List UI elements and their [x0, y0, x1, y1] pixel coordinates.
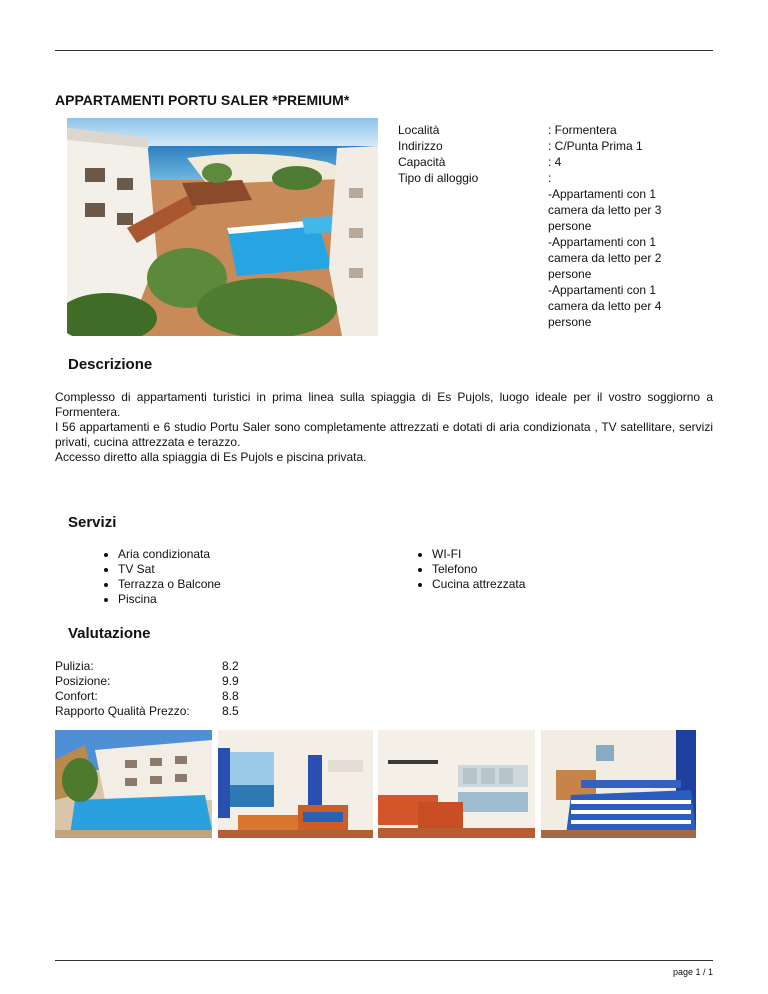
photo-pool — [55, 730, 212, 838]
accommodation-type: -Appartamenti con 1 camera da letto per 4 persone — [548, 283, 662, 329]
info-value: : C/Punta Prima 1 — [548, 139, 643, 153]
rating-value: 8.8 — [222, 689, 239, 703]
rating-row — [55, 659, 239, 674]
rating-row — [55, 689, 239, 704]
rating-label: Rapporto Qualità Prezzo: — [55, 704, 190, 718]
info-label: Tipo di alloggio — [398, 171, 479, 185]
property-info — [398, 122, 688, 330]
description-paragraph: I 56 appartamenti e 6 studio Portu Saler sono completamente attrezzati e dotati di aria condizionata , TV satellitare, servizi privati, cucina attrezzata e terazzo. — [55, 420, 713, 449]
info-label: Indirizzo — [398, 139, 443, 153]
description-paragraph: Complesso di appartamenti turistici in prima linea sulla spiaggia di Es Pujols, luogo ideale per il vostro soggiorno a Formentera. — [55, 390, 713, 419]
ratings-table — [55, 659, 239, 719]
services-list-left — [100, 547, 221, 607]
info-value-colon: : — [548, 171, 552, 185]
photo-bedroom — [541, 730, 696, 838]
rating-label: Pulizia: — [55, 659, 94, 673]
rating-row — [55, 704, 239, 719]
service-item: • Aria condizionata — [118, 547, 221, 562]
accommodation-type: -Appartamenti con 1 camera da letto per 2 persone — [548, 235, 662, 281]
info-value — [548, 170, 688, 330]
info-row-tipo-alloggio — [398, 170, 688, 330]
rating-value: 8.2 — [222, 659, 239, 673]
description-heading: Descrizione — [68, 356, 153, 373]
photo-kitchen — [378, 730, 535, 838]
info-label: Capacità — [398, 155, 446, 169]
info-row-localita — [398, 122, 688, 138]
page-number: page 1 / 1 — [672, 967, 713, 977]
rating-label: Confort: — [55, 689, 98, 703]
service-item: • TV Sat — [118, 562, 221, 577]
service-item: • Telefono — [432, 562, 525, 577]
bottom-rule — [55, 960, 713, 961]
services-list-right — [414, 547, 525, 592]
info-label: Località — [398, 123, 440, 137]
service-item: • Cucina attrezzata — [432, 577, 525, 592]
info-row-capacita — [398, 154, 688, 170]
services-heading: Servizi — [68, 514, 117, 531]
rating-value: 9.9 — [222, 674, 239, 688]
accommodation-type: -Appartamenti con 1 camera da letto per 3 persone — [548, 187, 662, 233]
service-item: • WI-FI — [432, 547, 525, 562]
hero-photo — [67, 118, 378, 336]
ratings-heading: Valutazione — [68, 625, 151, 642]
info-value: : Formentera — [548, 123, 617, 137]
service-item: • Terrazza o Balcone — [118, 577, 221, 592]
photo-living-room — [218, 730, 373, 838]
info-row-indirizzo — [398, 138, 688, 154]
top-rule — [55, 50, 713, 51]
description-text — [55, 390, 713, 465]
service-item: • Piscina — [118, 592, 221, 607]
rating-label: Posizione: — [55, 674, 111, 688]
page-title: APPARTAMENTI PORTU SALER *PREMIUM* — [55, 92, 350, 108]
info-value: : 4 — [548, 155, 562, 169]
description-paragraph: Accesso diretto alla spiaggia di Es Pujols e piscina privata. — [55, 450, 367, 464]
rating-value: 8.5 — [222, 704, 239, 718]
rating-row — [55, 674, 239, 689]
